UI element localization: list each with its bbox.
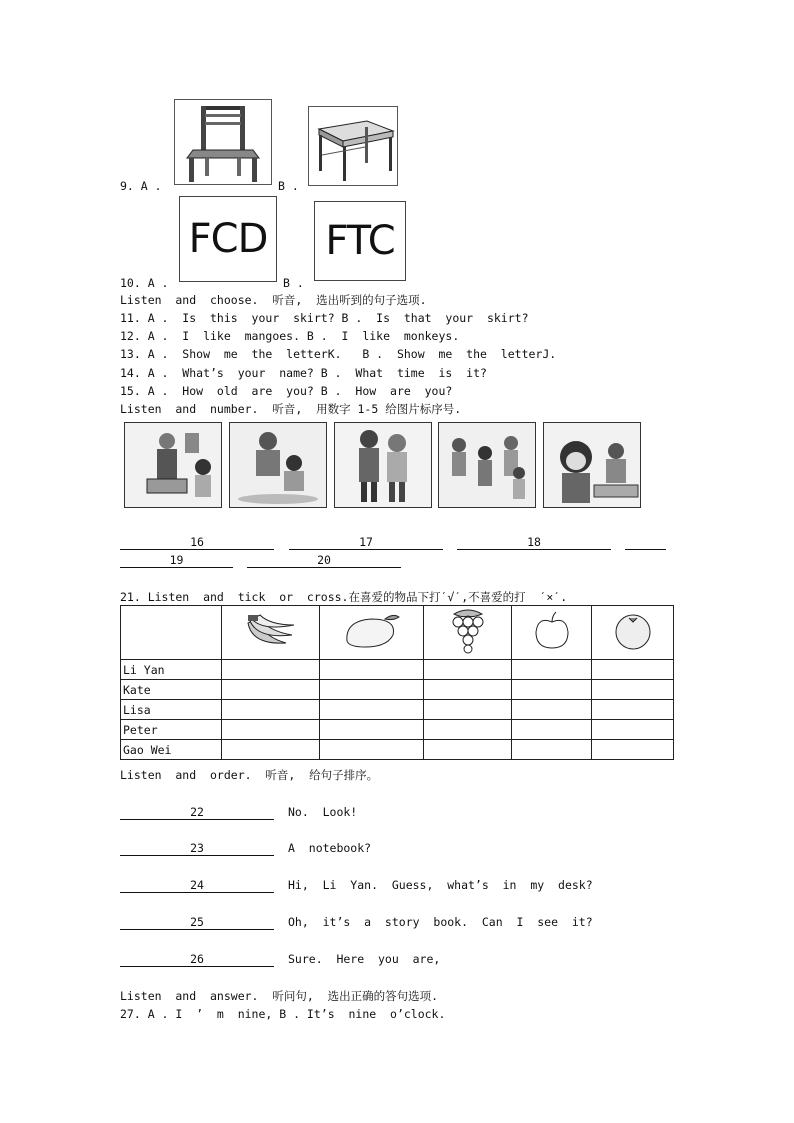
tick-table-header-row [121, 606, 674, 660]
letters-ftc-picture: FTC [314, 201, 406, 281]
question-14: 14. A . What’s your name? B . What time is it? [120, 366, 487, 380]
tick-cell[interactable] [424, 740, 512, 760]
section-order-heading: Listen and order. 听音, 给句子排序。 [120, 768, 379, 782]
order-sentence-25: Oh, it’s a story book. Can I see it? [288, 915, 593, 929]
tick-row-name: Gao Wei [121, 740, 222, 760]
tick-cell[interactable] [319, 740, 424, 760]
banana-icon [242, 609, 298, 653]
question-13: 13. A . Show me the letterK. B . Show me the letterJ. [120, 347, 557, 361]
tick-cell[interactable] [512, 660, 592, 680]
number-blank-20[interactable]: 20 [247, 553, 401, 568]
banana-cell [221, 606, 319, 660]
scene-picture-1 [124, 422, 222, 508]
scene-picture-2 [229, 422, 327, 508]
tick-cell[interactable] [221, 700, 319, 720]
number-blank-18[interactable]: 18 [457, 535, 611, 550]
tick-cell[interactable] [221, 680, 319, 700]
mango-icon [341, 611, 401, 651]
tick-cell[interactable] [512, 680, 592, 700]
orange-cell [592, 606, 674, 660]
question-15: 15. A . How old are you? B . How are you? [120, 384, 453, 398]
number-blank-17[interactable]: 17 [289, 535, 443, 550]
tick-row-gao-wei [121, 740, 674, 760]
tick-row-kate [121, 680, 674, 700]
grapes-cell [424, 606, 512, 660]
number-blank-extra[interactable] [625, 535, 666, 550]
tick-row-name: Peter [121, 720, 222, 740]
apple-cell [512, 606, 592, 660]
tick-row-name: Lisa [121, 700, 222, 720]
table-icon [309, 107, 397, 185]
desk-picture [308, 106, 398, 186]
tick-cell[interactable] [424, 700, 512, 720]
order-blank-23[interactable]: 23 [120, 841, 274, 856]
section-choose-heading: Listen and choose. 听音, 选出听到的句子选项. [120, 293, 427, 307]
section-number-heading: Listen and number. 听音, 用数字 1-5 给图片标序号. [120, 402, 462, 416]
tick-row-li-yan [121, 660, 674, 680]
scene-picture-4 [438, 422, 536, 508]
tick-cell[interactable] [592, 720, 674, 740]
q9-a-label: 9. A . [120, 179, 162, 193]
chair-icon [175, 100, 271, 184]
scene-picture-5 [543, 422, 641, 508]
mango-cell [319, 606, 424, 660]
number-blank-19[interactable]: 19 [120, 553, 233, 568]
question-27: 27. A . I ’ m nine, B . It’s nine o’clock. [120, 1007, 446, 1021]
tick-cell[interactable] [221, 720, 319, 740]
grapes-icon [444, 606, 492, 656]
apple-icon [532, 610, 572, 652]
order-blank-26[interactable]: 26 [120, 952, 274, 967]
q10-a-label: 10. A . [120, 276, 169, 290]
order-sentence-22: No. Look! [288, 805, 358, 819]
orange-icon [612, 610, 654, 652]
tick-cell[interactable] [512, 720, 592, 740]
question-12: 12. A . I like mangoes. B . I like monkeys. [120, 329, 460, 343]
order-sentence-23: A notebook? [288, 841, 372, 855]
order-blank-24[interactable]: 24 [120, 878, 274, 893]
scene-picture-3 [334, 422, 432, 508]
question-11: 11. A . Is this your skirt? B . Is that your skirt? [120, 311, 529, 325]
chair-picture [174, 99, 272, 185]
section-answer-heading: Listen and answer. 听问句, 选出正确的答句选项. [120, 989, 439, 1003]
tick-cell[interactable] [319, 720, 424, 740]
tick-row-peter [121, 720, 674, 740]
tick-table [120, 605, 674, 760]
section-tick-heading: 21. Listen and tick or cross.在喜爱的物品下打ˊ√ˊ,不喜爱的打 ˊ×ˊ. [120, 590, 568, 604]
tick-cell[interactable] [319, 660, 424, 680]
tick-row-name: Kate [121, 680, 222, 700]
tick-cell[interactable] [592, 660, 674, 680]
tick-cell[interactable] [319, 700, 424, 720]
tick-cell[interactable] [512, 740, 592, 760]
tick-cell[interactable] [319, 680, 424, 700]
order-sentence-24: Hi, Li Yan. Guess, what’s in my desk? [288, 878, 593, 892]
q9-b-label: B . [278, 179, 299, 193]
tick-row-name: Li Yan [121, 660, 222, 680]
tick-cell[interactable] [592, 680, 674, 700]
tick-cell[interactable] [512, 700, 592, 720]
tick-cell[interactable] [424, 680, 512, 700]
order-blank-25[interactable]: 25 [120, 915, 274, 930]
number-blank-16[interactable]: 16 [120, 535, 274, 550]
tick-table-corner [121, 606, 222, 660]
tick-cell[interactable] [221, 660, 319, 680]
q10-b-label: B . [283, 276, 304, 290]
order-blank-22[interactable]: 22 [120, 805, 274, 820]
tick-cell[interactable] [221, 740, 319, 760]
tick-cell[interactable] [424, 720, 512, 740]
letters-fcd-picture: FCD [179, 196, 277, 282]
tick-cell[interactable] [592, 700, 674, 720]
tick-row-lisa [121, 700, 674, 720]
tick-cell[interactable] [592, 740, 674, 760]
tick-cell[interactable] [424, 660, 512, 680]
order-sentence-26: Sure. Here you are, [288, 952, 441, 966]
